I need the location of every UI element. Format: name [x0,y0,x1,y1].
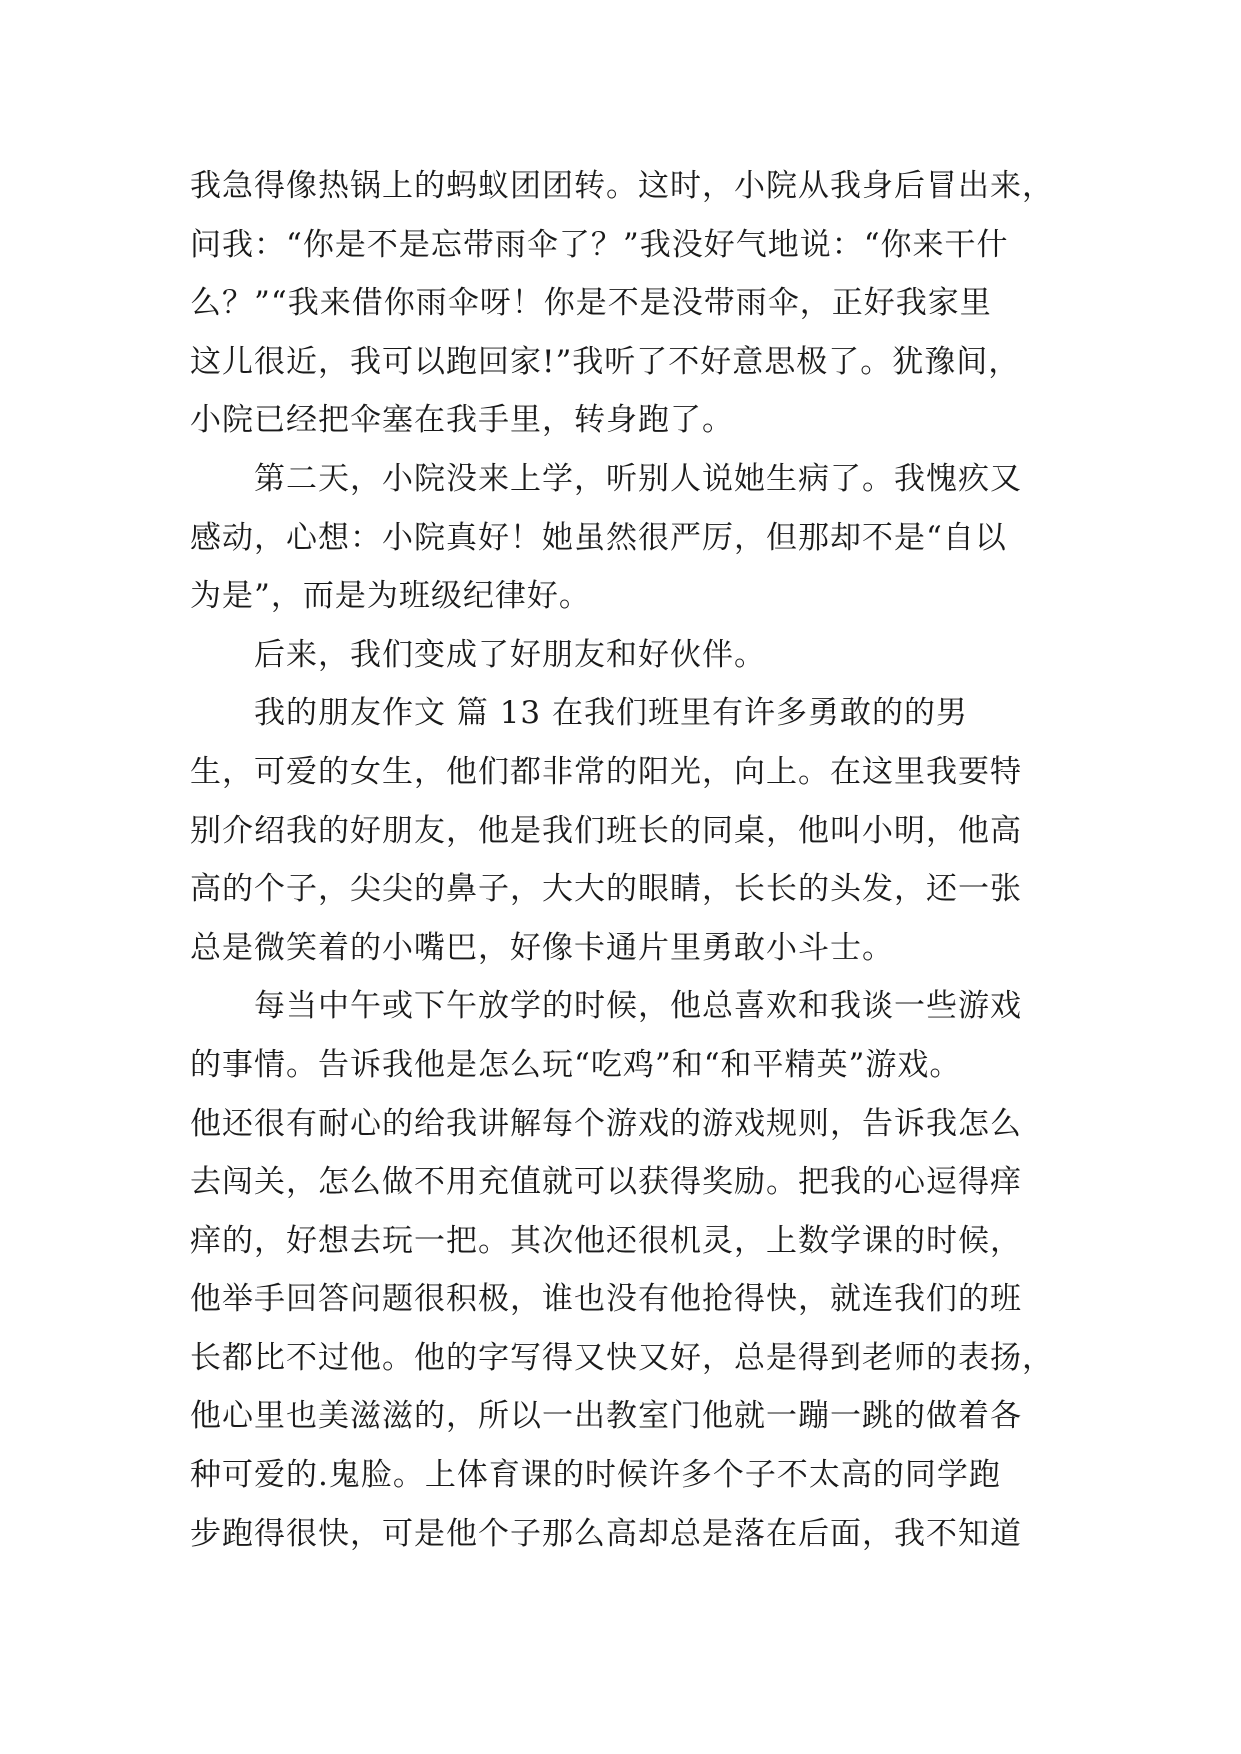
text-line: 后来，我们变成了好朋友和好伙伴。 [254,636,766,673]
text-line: 痒的，好想去玩一把。其次他还很机灵，上数学课的时候， [190,1222,1022,1259]
text-line: 小院已经把伞塞在我手里，转身跑了。 [190,402,734,439]
text-line: 他举手回答问题很积极，谁也没有他抢得快，就连我们的班 [190,1281,1022,1318]
text-line: 我急得像热锅上的蚂蚁团团转。这时，小院从我身后冒出来， [190,168,1054,204]
body-text [190,157,1070,1563]
text-line: 长都比不过他。他的字写得又快又好，总是得到老师的表扬， [190,1339,1054,1376]
text-line: 每当中午或下午放学的时候，他总喜欢和我谈一些游戏 [254,988,1022,1025]
text-line: 别介绍我的好朋友，他是我们班长的同桌，他叫小明，他高 [190,812,1022,849]
text-line: 问我：“你是不是忘带雨伞了？”我没好气地说：“你来干什 [190,226,1009,263]
text-line: 总是微笑着的小嘴巴，好像卡通片里勇敢小斗士。 [190,929,894,966]
text-line: 高的个子，尖尖的鼻子，大大的眼睛，长长的头发，还一张 [190,871,1022,908]
text-line: 第二天，小院没来上学，听别人说她生病了。我愧疚又 [254,460,1022,497]
text-line: 生，可爱的女生，他们都非常的阳光，向上。在这里我要特 [190,753,1022,790]
text-line: 去闯关，怎么做不用充值就可以获得奖励。把我的心逗得痒 [190,1164,1022,1201]
text-line: 他还很有耐心的给我讲解每个游戏的游戏规则，告诉我怎么 [190,1105,1022,1142]
text-line: 感动，心想：小院真好！她虽然很严厉，但那却不是“自以 [190,519,1007,556]
text-line: 步跑得很快，可是他个子那么高却总是落在后面，我不知道 [190,1515,1022,1552]
section-heading-line: 我的朋友作文 篇 13 在我们班里有许多勇敢的的男 [254,695,969,732]
text-line: 为是”，而是为班级纪律好。 [190,578,591,615]
text-line: 他心里也美滋滋的，所以一出教室门他就一蹦一跳的做着各 [190,1398,1022,1435]
text-line: 的事情。告诉我他是怎么玩“吃鸡”和“和平精英”游戏。 [190,1046,962,1083]
text-line: 种可爱的.鬼脸。上体育课的时候许多个子不太高的同学跑 [190,1457,1001,1494]
text-line: 这儿很近，我可以跑回家!”我听了不好意思极了。犹豫间， [190,343,1021,380]
text-line: 么？”“我来借你雨伞呀！你是不是没带雨伞，正好我家里 [190,285,992,322]
